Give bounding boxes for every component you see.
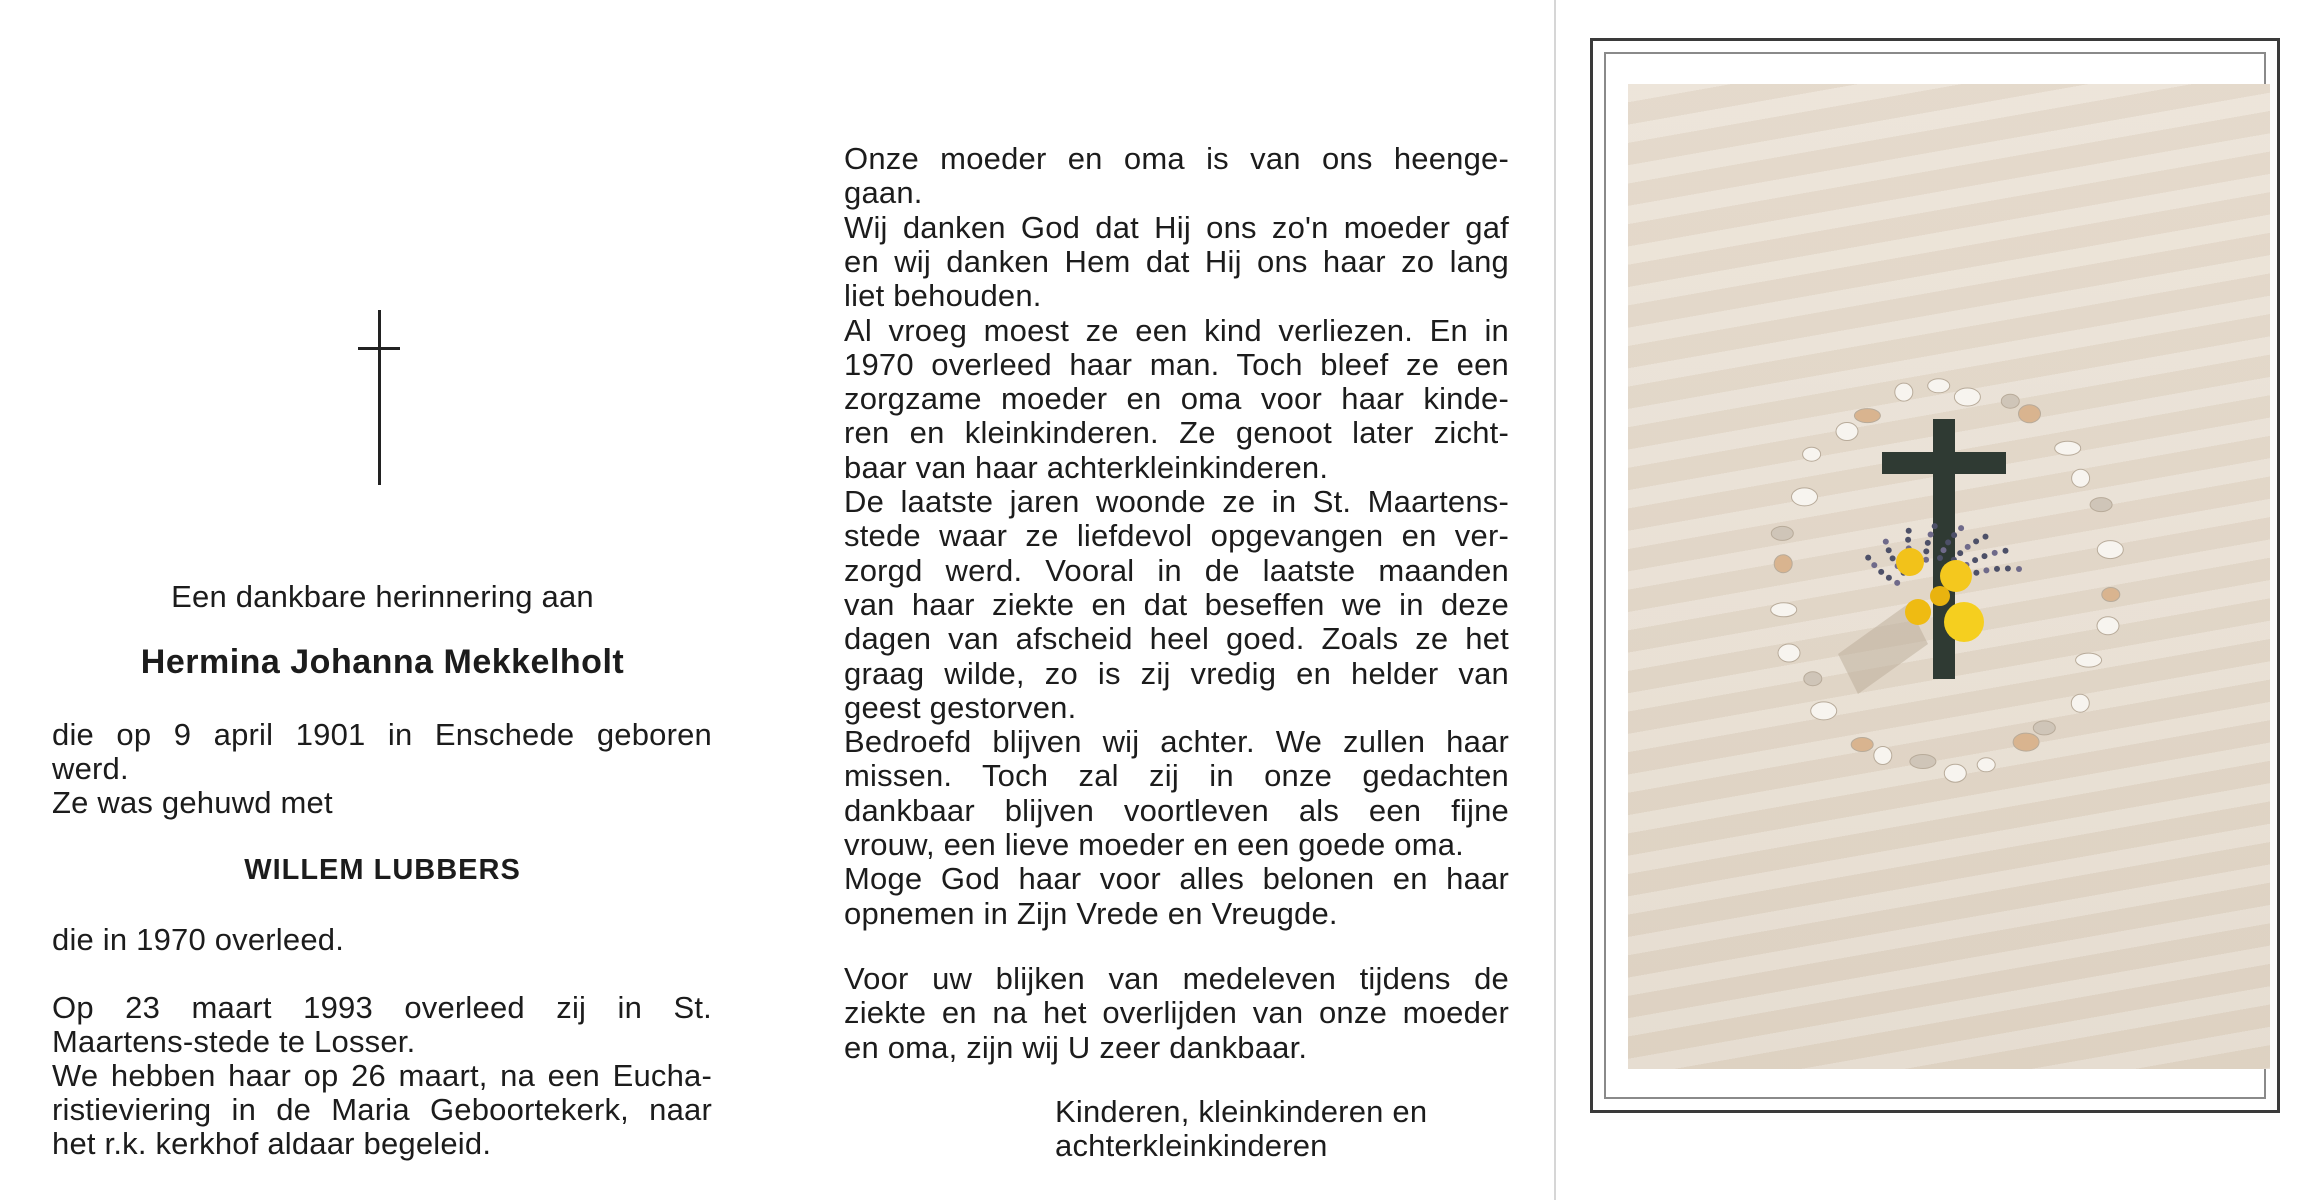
- seashell-icon: [1874, 747, 1892, 765]
- sprig-dot: [1973, 538, 1979, 544]
- text-line: Bedroefd blijven wij achter. We zullen haar: [844, 724, 1509, 760]
- seashell-icon: [2076, 653, 2102, 667]
- text-line: Al vroeg moest ze een kind verliezen. En in: [844, 312, 1509, 348]
- seashell-icon: [1774, 555, 1792, 573]
- sprig-dot: [2016, 566, 2022, 572]
- text-line: missen. Toch zal zij in onze gedachten: [844, 758, 1509, 794]
- seashell-icon: [1771, 526, 1793, 540]
- seashell-icon: [1792, 488, 1818, 506]
- seashell-icon: [2072, 469, 2090, 487]
- sprig-dot: [1958, 525, 1964, 531]
- seashell-icon: [1944, 764, 1966, 782]
- seashell-icon: [1836, 423, 1858, 441]
- text-line: De laatste jaren woonde ze in St. Maartens-: [844, 484, 1509, 519]
- sprig-dot: [1973, 570, 1979, 576]
- sprig-dot: [1994, 566, 2000, 572]
- seashell-icon: [1803, 447, 1821, 461]
- sprig-dot: [1923, 548, 1929, 554]
- seashell-icon: [2001, 394, 2019, 408]
- signature-line: achterkleinkinderen: [1055, 1128, 1328, 1163]
- burial-line-2: ristieviering in de Maria Geboortekerk, naar: [52, 1092, 712, 1127]
- cross-icon-bar: [358, 347, 400, 350]
- text-line: graag wilde, zo is zij vredig en helder van: [844, 655, 1509, 691]
- sprig-dot: [1871, 562, 1877, 568]
- seashell-icon: [2097, 541, 2123, 559]
- sprig-dot: [1941, 547, 1947, 553]
- sprig-dot: [1992, 550, 1998, 556]
- sprig-dot: [1983, 567, 1989, 573]
- text-line: opnemen in Zijn Vrede en Vreugde.: [844, 895, 1338, 931]
- sprig-dot: [1945, 539, 1951, 545]
- text-line: Moge God haar voor alles belonen en haar: [844, 861, 1509, 897]
- text-line: zorgzame moeder en oma voor haar kinde-: [844, 381, 1509, 417]
- seashell-icon: [2019, 405, 2041, 423]
- spouse-died-text: die in 1970 overleed.: [52, 922, 345, 957]
- born-line-2: werd.: [52, 751, 129, 786]
- sprig-dot: [1883, 539, 1889, 545]
- text-line: ren en kleinkinderen. Ze genoot later zicht-: [844, 415, 1509, 451]
- sand-cross-illustration: [1628, 84, 2270, 1069]
- sprig-dot: [1886, 547, 1892, 553]
- death-line-1: Op 23 maart 1993 overleed zij in St.: [52, 990, 712, 1025]
- text-line: dagen van afscheid heel goed. Zoals ze het: [844, 621, 1509, 657]
- sprig-dot: [1890, 555, 1896, 561]
- seashell-icon: [2090, 498, 2112, 512]
- burial-line-3: het r.k. kerkhof aldaar begeleid.: [52, 1126, 492, 1161]
- seashell-icon: [2102, 588, 2120, 602]
- seashell-icon: [1851, 738, 1873, 752]
- sprig-dot: [1965, 544, 1971, 550]
- text-line: liet behouden.: [844, 278, 1042, 314]
- seashell-icon: [1895, 383, 1913, 401]
- seashell-icon: [1954, 388, 1980, 406]
- seashell-icon: [1804, 672, 1822, 686]
- sprig-dot: [1983, 534, 1989, 540]
- seashell-icon: [2097, 617, 2119, 635]
- married-text: Ze was gehuwd met: [52, 785, 333, 820]
- text-line: stede waar ze liefdevol opgevangen en ver-: [844, 518, 1509, 554]
- text-line: van haar ziekte en dat beseffen we in deze: [844, 586, 1509, 622]
- sprig-dot: [1923, 557, 1929, 563]
- seashell-icon: [1977, 758, 1995, 772]
- text-line: dankbaar blijven voortleven als een fijne: [844, 792, 1509, 828]
- born-line-1: die op 9 april 1901 in Enschede geboren: [52, 717, 712, 752]
- seashell-icon: [1928, 379, 1950, 393]
- text-line: en oma, zijn wij U zeer dankbaar.: [844, 1029, 1308, 1065]
- sprig-dot: [1972, 557, 1978, 563]
- deceased-name: Hermina Johanna Mekkelholt: [140, 643, 625, 681]
- sprig-dot: [1905, 537, 1911, 543]
- sprig-dot: [1906, 528, 1912, 534]
- text-line: zorgd werd. Vooral in de laatste maanden: [844, 552, 1509, 588]
- text-line: Voor uw blijken van medeleven tijdens de: [844, 961, 1509, 996]
- sprig-dot: [1928, 532, 1934, 538]
- sprig-dot: [1886, 575, 1892, 581]
- seashell-icon: [2055, 441, 2081, 455]
- seashell-icon: [1811, 702, 1837, 720]
- seashell-icon: [2071, 694, 2089, 712]
- left-panel: [0, 0, 760, 1200]
- middle-panel: [760, 0, 1550, 1200]
- sprig-dot: [1878, 569, 1884, 575]
- signature-line: Kinderen, kleinkinderen en: [1055, 1094, 1428, 1129]
- sprig-dot: [1937, 555, 1943, 561]
- sprig-dot: [1957, 550, 1963, 556]
- text-line: baar van haar achterkleinkinderen.: [844, 449, 1329, 485]
- seashell-icon: [2013, 733, 2039, 751]
- text-line: Onze moeder en oma is van ons heenge-: [844, 141, 1509, 176]
- seashell-icon: [1771, 603, 1797, 617]
- sprig-dot: [1951, 532, 1957, 538]
- seashell-icon: [1854, 409, 1880, 423]
- text-line: Wij danken God dat Hij ons zo'n moeder gaf: [844, 209, 1509, 245]
- sprig-dot: [1932, 523, 1938, 529]
- cross-icon: [378, 310, 381, 485]
- text-line: vrouw, een lieve moeder en een goede oma.: [844, 827, 1464, 862]
- seashell-icon: [2033, 721, 2055, 735]
- sprig-dot: [1894, 580, 1900, 586]
- seashell-icon: [1778, 644, 1800, 662]
- spouse-name: WILLEM LUBBERS: [244, 854, 521, 886]
- sprig-dot: [1925, 540, 1931, 546]
- sprig-dot: [2003, 548, 2009, 554]
- death-line-2: Maartens-stede te Losser.: [52, 1024, 416, 1059]
- text-line: gaan.: [844, 175, 923, 211]
- burial-line-1: We hebben haar op 26 maart, na een Eucha-: [52, 1058, 712, 1093]
- sprig-dot: [1865, 555, 1871, 561]
- memorial-photo: [1628, 84, 2270, 1069]
- text-line: ziekte en na het overlijden van onze moeder: [844, 995, 1509, 1031]
- text-line: 1970 overleed haar man. Toch bleef ze een: [844, 346, 1509, 382]
- card-fold-line: [1554, 0, 1556, 1200]
- text-line: geest gestorven.: [844, 689, 1077, 725]
- text-line: en wij danken Hem dat Hij ons haar zo lang: [844, 243, 1509, 279]
- sprig-dot: [1982, 553, 1988, 559]
- seashell-icon: [1910, 755, 1936, 769]
- sprig-dot: [2005, 566, 2011, 572]
- intro-text: Een dankbare herinnering aan: [171, 579, 594, 614]
